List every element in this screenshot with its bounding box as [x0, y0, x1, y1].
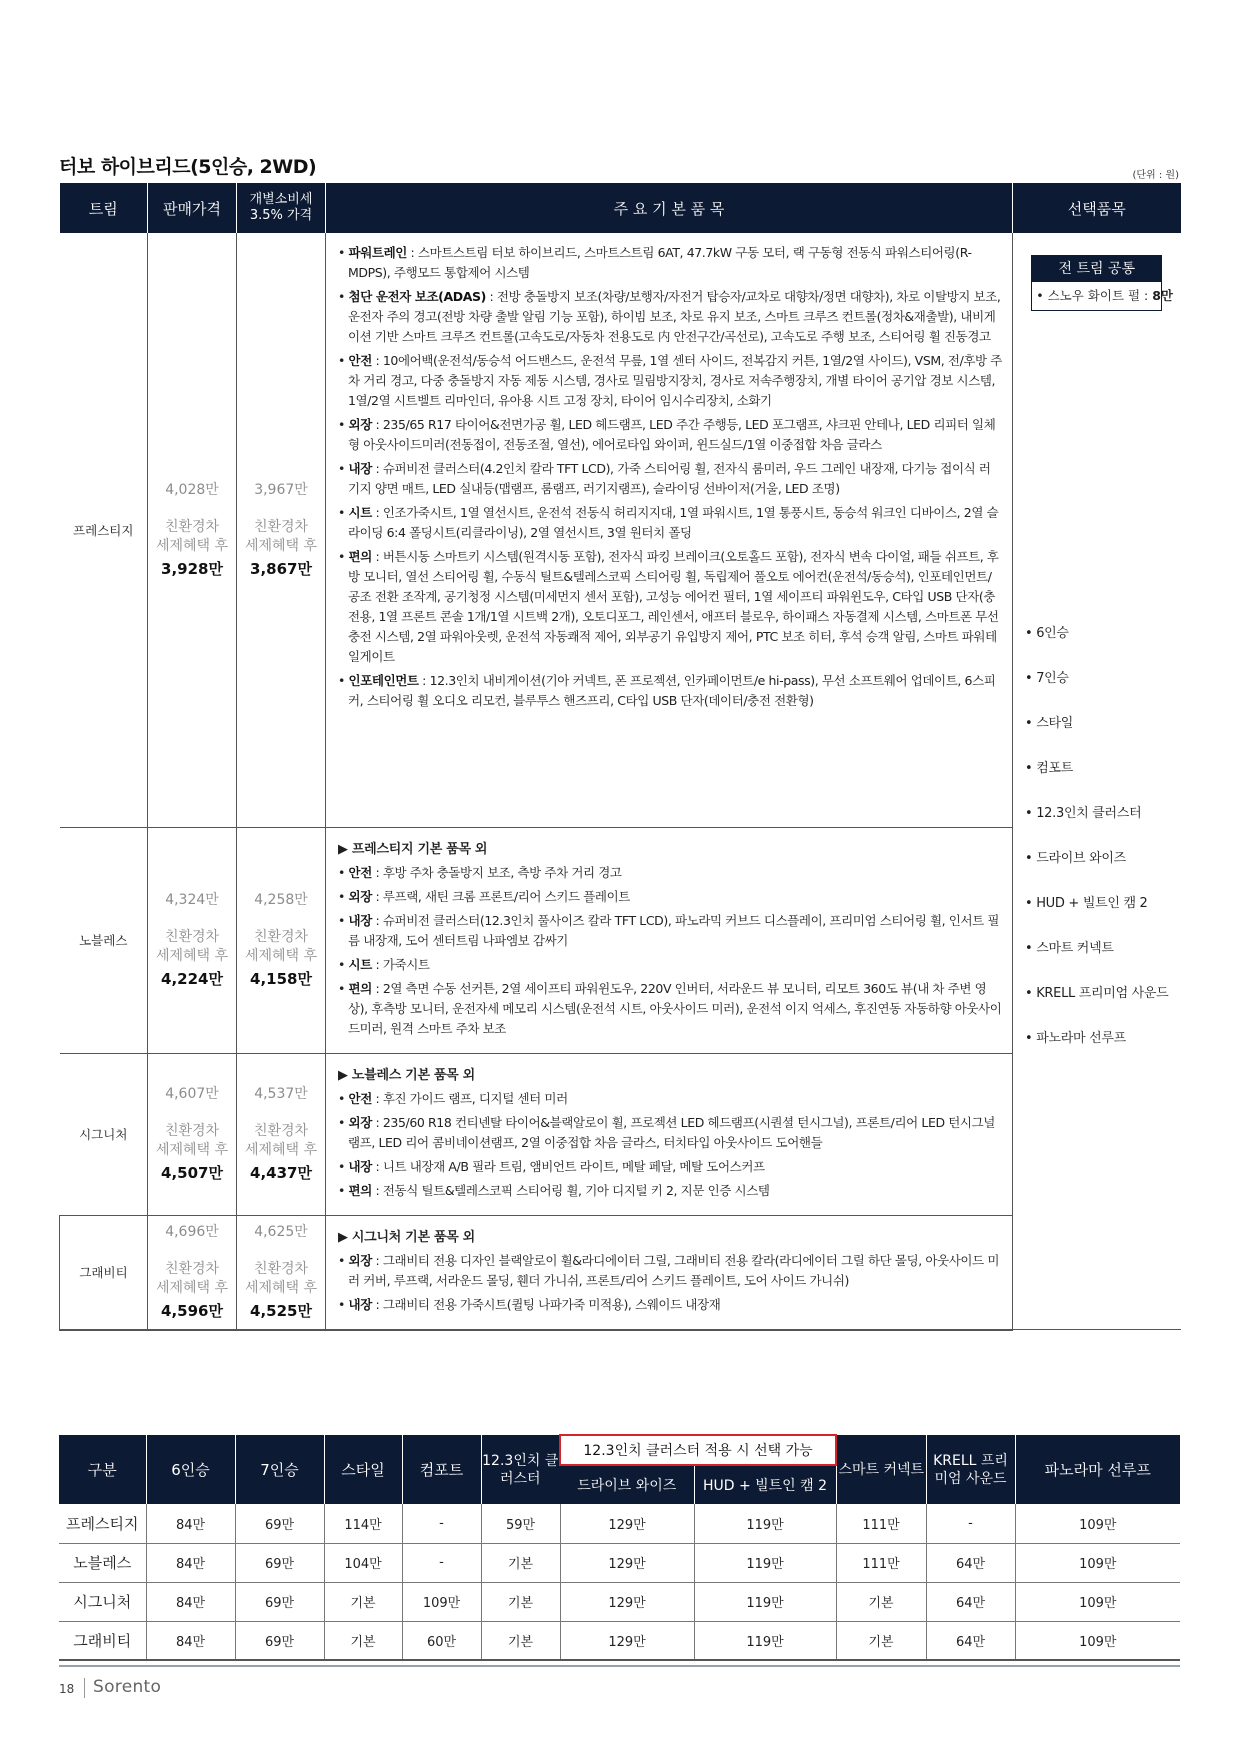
eco-label: 친환경차	[253, 929, 309, 945]
option-price-cell: 69만	[235, 1543, 324, 1582]
feature-label: 시트	[348, 956, 372, 972]
option-price-cell: 129만	[560, 1543, 694, 1582]
feature-label: 내장	[348, 461, 372, 476]
feature-text: : 가죽시트	[371, 956, 430, 972]
price-cell	[148, 1215, 237, 1330]
feature-text: : 후진 가이드 램프, 디지털 센터 미러	[371, 1090, 568, 1106]
option-price-cell: 129만	[560, 1621, 694, 1660]
eco-label: 세제혜택 후	[155, 1142, 229, 1158]
eco-label: 세제혜택 후	[244, 1142, 318, 1158]
feature-item: • 외장 : 235/60 R18 컨티넨탈 타이어&블랙알로이 휠, 프로젝션 LED 헤드램프(시퀀셜 턴시그널), 프론트/리어 LED 턴시그널램프, LED 리어 콤비네이션램프, 2열 이중접합 차음 글라스, 터치타입 아웃사이드 도어핸들	[338, 1114, 995, 1150]
original-price: 4,028만	[165, 481, 219, 498]
feature-text: : 235/65 R17 타이어&전면가공 휠, LED 헤드램프, LED 주간 주행등, LED 포그램프, 샤크핀 안테나, LED 리피터 일체형 아웃사이드미러(전동접이, 전동조절, 열선), 에어로타입 와이퍼, 윈드실드/1열 이중접합 차음 글라스	[348, 417, 996, 452]
final-price: 4,507만	[161, 1164, 223, 1182]
eco-label: 세제혜택 후	[155, 948, 229, 964]
trim-name: 노블레스	[60, 827, 148, 1053]
original-tax-price: 4,625만	[254, 1224, 308, 1240]
feature-text: : 루프랙, 새틴 크롬 프론트/리어 스키드 플레이트	[371, 888, 630, 904]
opt-header-style: 스타일	[324, 1435, 402, 1504]
feature-label: 외장	[348, 1252, 372, 1268]
common-item-price: 8만	[1152, 288, 1174, 303]
feature-item: • 첨단 운전자 보조(ADAS) : 전방 충돌방지 보조(차량/보행자/자전거 탑승자/교차로 대향차/정면 대향차), 차로 이탈방지 보조, 운전자 주의 경고(전방 차량 출발 알림 기능 포함), 하이빔 보조, 차로 유지 보조, 스마트 크루즈 컨트롤(정차&재출발), 내비게이션 기반 스마트 크루즈 컨트롤(고속도로/자동차 전용도로 内 안전구간/곡선로), 고속도로 주행 보조, 스티어링 휠 진동경고	[338, 289, 1001, 344]
price-cell	[148, 1053, 237, 1215]
feature-label: 인포테인먼트	[348, 673, 419, 688]
common-item-name: • 스노우 화이트 펄 :	[1036, 288, 1153, 303]
eco-label: 친환경차	[253, 1261, 309, 1277]
opt-header-drive-wise: 드라이브 와이즈	[560, 1465, 694, 1504]
feature-heading: ▶ 프레스티지 기본 품목 외	[338, 841, 488, 857]
option-price-row	[59, 1582, 1180, 1621]
opt-header-smart-connect: 스마트 커넥트	[836, 1435, 926, 1504]
trim-row	[60, 827, 1181, 1053]
eco-label: 세제혜택 후	[244, 537, 318, 554]
eco-label: 친환경차	[164, 929, 220, 945]
feature-item: • 안전 : 후방 주차 충돌방지 보조, 측방 주차 거리 경고	[338, 864, 622, 880]
option-price-cell: 109만	[1015, 1621, 1180, 1660]
unit-note: (단위 : 원)	[1132, 170, 1179, 181]
footer-rule	[59, 1665, 1180, 1667]
common-trim-item	[1032, 282, 1174, 310]
option-item: • 12.3인치 클러스터	[1025, 806, 1142, 821]
col-header-price: 판매가격	[148, 183, 237, 233]
col-header-options: 선택품목	[1013, 183, 1181, 233]
feature-text: : 슈퍼비전 클러스터(4.2인치 칼라 TFT LCD), 가죽 스티어링 휠, 전자식 룸미러, 우드 그레인 내장재, 다기능 접이식 러기지 양면 매트, LED 실내등(맵램프, 룸램프, 러기지램프), 슬라이딩 선바이저(거울, LED 조명)	[348, 461, 991, 496]
option-price-cell: 104만	[324, 1543, 402, 1582]
feature-text: : 후방 주차 충돌방지 보조, 측방 주차 거리 경고	[371, 864, 622, 880]
feature-heading: ▶ 노블레스 기본 품목 외	[338, 1067, 475, 1083]
price-cell	[148, 233, 237, 827]
option-price-cell: 84만	[146, 1543, 235, 1582]
option-price-cell: 69만	[235, 1504, 324, 1543]
option-price-cell: 64만	[926, 1582, 1015, 1621]
option-price-cell: -	[402, 1543, 481, 1582]
option-price-cell: 129만	[560, 1582, 694, 1621]
option-price-cell: 111만	[836, 1543, 926, 1582]
option-price-cell: 기본	[481, 1543, 560, 1582]
feature-item: • 외장 : 235/65 R17 타이어&전면가공 휠, LED 헤드램프, LED 주간 주행등, LED 포그램프, 샤크핀 안테나, LED 리피터 일체형 아웃사이드미러(전동접이, 전동조절, 열선), 에어로타입 와이퍼, 윈드실드/1열 이중접합 차음 글라스	[338, 417, 996, 452]
feature-item: • 편의 : 2열 측면 수동 선커튼, 2열 세이프티 파워윈도우, 220V 인버터, 서라운드 뷰 모니터, 리모트 360도 뷰(내 차 주변 영상), 후측방 모니터, 운전자세 메모리 시스템(운전석 시트, 아웃사이드 미러), 운전석 이지 억세스, 후진연동 자동하향 아웃사이드미러, 원격 스마트 주차 보조	[338, 980, 1002, 1036]
opt-header-krell: KRELL 프리미엄 사운드	[926, 1435, 1015, 1504]
feature-text: : 그래비티 전용 디자인 블랙알로이 휠&라디에이터 그릴, 그래비티 전용 칼라(라디에이터 그릴 하단 몰딩, 아웃사이드 미러 커버, 루프랙, 서라운드 몰딩, 휀더 가니쉬, 프론트/리어 스키드 플레이트, 도어 사이드 가니쉬)	[348, 1252, 1000, 1288]
opt-header-category: 구분	[59, 1435, 146, 1504]
opt-header-6seat: 6인승	[146, 1435, 235, 1504]
feature-label: 시트	[348, 505, 372, 520]
final-tax-price: 4,525만	[250, 1302, 312, 1320]
feature-label: 외장	[348, 417, 372, 432]
option-price-cell: 59만	[481, 1504, 560, 1543]
feature-label: 안전	[348, 1090, 372, 1106]
option-price-cell: 기본	[324, 1582, 402, 1621]
tax-price-cell	[237, 827, 326, 1053]
option-price-cell: 119만	[694, 1621, 836, 1660]
feature-text: : 버튼시동 스마트키 시스템(원격시동 포함), 전자식 파킹 브레이크(오토홀드 포함), 전자식 변속 다이얼, 패들 쉬프트, 후방 모니터, 열선 스티어링 휠, 수동식 틸트&텔레스코픽 스티어링 휠, 독립제어 풀오토 에어컨(운전석/동승석), 인포테인먼트/공조 전환 조작계, 공기청정 시스템(미세먼지 센서 포함), 고성능 에어컨 필터, 1열 세이프티 파워윈도우, C타입 USB 단자(충전용, 1열 프론트 콘솔 1개/1열 시트백 2개), 오토디포그, 레인센서, 애프터 블로우, 하이패스 자동결제 시스템, 스마트폰 무선충전 시스템, 2열 파워아웃렛, 운전석 자동쾌적 제어, 외부공기 유입방지 제어, PTC 보조 히터, 후석 승객 알림, 스마트 파워테일게이트	[348, 549, 999, 664]
trim-row	[60, 233, 1181, 827]
feature-label: 안전	[348, 864, 372, 880]
feature-list	[338, 1251, 1002, 1315]
feature-label: 내장	[348, 1296, 372, 1312]
final-price: 3,928만	[161, 559, 223, 578]
option-price-cell: 기본	[836, 1582, 926, 1621]
option-row-trim: 그래비티	[59, 1621, 146, 1660]
option-price-cell: 129만	[560, 1504, 694, 1543]
tax-price-cell	[237, 1053, 326, 1215]
option-item: • 컴포트	[1025, 761, 1073, 776]
feature-text: : 슈퍼비전 클러스터(12.3인치 풀사이즈 칼라 TFT LCD), 파노라믹 커브드 디스플레이, 프리미엄 스티어링 휠, 인서트 필름 내장재, 도어 센터트림 나파엠보 감싸기	[348, 912, 1000, 948]
opt-header-7seat: 7인승	[235, 1435, 324, 1504]
eco-label: 세제혜택 후	[244, 948, 318, 964]
option-price-cell: 64만	[926, 1621, 1015, 1660]
feature-text: : 인조가죽시트, 1열 열선시트, 운전석 전동식 허리지지대, 1열 파워시트, 1열 통풍시트, 동승석 워크인 디바이스, 2열 슬라이딩 6:4 폴딩시트(리클라이닝), 2열 열선시트, 3열 원터치 폴딩	[348, 505, 999, 540]
opt-header-hud: HUD + 빌트인 캠 2	[694, 1465, 836, 1504]
feature-label: 편의	[348, 549, 372, 564]
col-header-features: 주 요 기 본 품 목	[326, 183, 1013, 233]
option-price-cell: 60만	[402, 1621, 481, 1660]
trim-name: 프레스티지	[60, 233, 148, 827]
trim-name: 시그니처	[60, 1053, 148, 1215]
page-title: 터보 하이브리드(5인승, 2WD)	[59, 156, 317, 178]
opt-header-cluster: 12.3인치 클러스터	[481, 1435, 560, 1504]
feature-cell	[326, 1053, 1013, 1215]
spec-table	[59, 183, 1181, 1331]
feature-label: 내장	[348, 1158, 372, 1174]
option-price-cell: -	[402, 1504, 481, 1543]
feature-list	[338, 863, 1002, 1039]
original-tax-price: 3,967만	[254, 481, 308, 498]
feature-item: • 파워트레인 : 스마트스트림 터보 하이브리드, 스마트스트림 6AT, 47.7kW 구동 모터, 랙 구동형 전동식 파워스티어링(R-MDPS), 주행모드 통합제어 시스템	[338, 245, 972, 280]
trim-row	[60, 1215, 1181, 1330]
option-item: • HUD + 빌트인 캠 2	[1025, 896, 1148, 911]
option-cell	[1013, 233, 1181, 1330]
eco-label: 친환경차	[164, 1123, 220, 1139]
original-price: 4,607만	[165, 1086, 219, 1102]
option-price-cell: 기본	[481, 1621, 560, 1660]
common-trim-header: 전 트림 공통	[1032, 256, 1161, 282]
feature-item: • 내장 : 니트 내장재 A/B 필라 트림, 앰비언트 라이트, 메탈 페달, 메탈 도어스커프	[338, 1158, 765, 1174]
option-price-cell: 111만	[836, 1504, 926, 1543]
feature-label: 외장	[348, 888, 372, 904]
option-price-cell: 109만	[402, 1582, 481, 1621]
eco-label: 친환경차	[164, 1261, 220, 1277]
eco-label: 친환경차	[164, 518, 220, 535]
option-price-row	[59, 1504, 1180, 1543]
option-item: • 스타일	[1025, 716, 1073, 731]
feature-text: : 스마트스트림 터보 하이브리드, 스마트스트림 6AT, 47.7kW 구동 모터, 랙 구동형 전동식 파워스티어링(R-MDPS), 주행모드 통합제어 시스템	[348, 245, 972, 280]
option-price-cell: 119만	[694, 1504, 836, 1543]
footer-separator	[84, 1678, 85, 1698]
feature-label: 파워트레인	[348, 245, 407, 260]
option-price-cell: 69만	[235, 1582, 324, 1621]
feature-item: • 내장 : 슈퍼비전 클러스터(12.3인치 풀사이즈 칼라 TFT LCD), 파노라믹 커브드 디스플레이, 프리미엄 스티어링 휠, 인서트 필름 내장재, 도어 센터트림 나파엠보 감싸기	[338, 912, 1000, 948]
original-price: 4,324만	[165, 892, 219, 908]
final-price: 4,596만	[161, 1302, 223, 1320]
option-price-cell: 119만	[694, 1543, 836, 1582]
option-price-row	[59, 1543, 1180, 1582]
feature-item: • 편의 : 버튼시동 스마트키 시스템(원격시동 포함), 전자식 파킹 브레이크(오토홀드 포함), 전자식 변속 다이얼, 패들 쉬프트, 후방 모니터, 열선 스티어링 휠, 수동식 틸트&텔레스코픽 스티어링 휠, 독립제어 풀오토 에어컨(운전석/동승석), 인포테인먼트/공조 전환 조작계, 공기청정 시스템(미세먼지 센서 포함), 고성능 에어컨 필터, 1열 세이프티 파워윈도우, C타입 USB 단자(충전용, 1열 프론트 콘솔 1개/1열 시트백 2개), 오토디포그, 레인센서, 애프터 블로우, 하이패스 자동결제 시스템, 스마트폰 무선충전 시스템, 2열 파워아웃렛, 운전석 자동쾌적 제어, 외부공기 유입방지 제어, PTC 보조 히터, 후석 승객 알림, 스마트 파워테일게이트	[338, 549, 999, 664]
eco-label: 친환경차	[253, 518, 309, 535]
option-price-table	[59, 1434, 1180, 1661]
feature-heading: ▶ 시그니처 기본 품목 외	[338, 1229, 475, 1245]
feature-item: • 시트 : 가죽시트	[338, 956, 430, 972]
final-tax-price: 3,867만	[250, 559, 312, 578]
feature-item: • 시트 : 인조가죽시트, 1열 열선시트, 운전석 전동식 허리지지대, 1열 파워시트, 1열 통풍시트, 동승석 워크인 디바이스, 2열 슬라이딩 6:4 폴딩시트(리클라이닝), 2열 열선시트, 3열 원터치 폴딩	[338, 505, 999, 540]
final-tax-price: 4,158만	[250, 970, 312, 988]
feature-cell	[326, 233, 1013, 827]
option-price-cell: 84만	[146, 1504, 235, 1543]
trim-row	[60, 1053, 1181, 1215]
option-price-cell: -	[926, 1504, 1015, 1543]
feature-label: 편의	[348, 1182, 372, 1198]
option-row-trim: 프레스티지	[59, 1504, 146, 1543]
original-tax-price: 4,537만	[254, 1086, 308, 1102]
opt-header-sunroof: 파노라마 선루프	[1015, 1435, 1180, 1504]
option-item: • 파노라마 선루프	[1025, 1031, 1126, 1046]
feature-item: • 외장 : 그래비티 전용 디자인 블랙알로이 휠&라디에이터 그릴, 그래비티 전용 칼라(라디에이터 그릴 하단 몰딩, 아웃사이드 미러 커버, 루프랙, 서라운드 몰딩, 휀더 가니쉬, 프론트/리어 스키드 플레이트, 도어 사이드 가니쉬)	[338, 1252, 1000, 1288]
common-trim-box	[1031, 255, 1174, 311]
eco-label: 세제혜택 후	[155, 537, 229, 554]
option-price-cell: 109만	[1015, 1582, 1180, 1621]
feature-item: • 내장 : 그래비티 전용 가죽시트(퀼팅 나파가죽 미적용), 스웨이드 내장재	[338, 1296, 721, 1312]
final-tax-price: 4,437만	[250, 1164, 312, 1182]
price-cell	[148, 827, 237, 1053]
option-list	[1023, 622, 1171, 1072]
feature-label: 내장	[348, 912, 372, 928]
tax-price-cell	[237, 233, 326, 827]
option-price-cell: 84만	[146, 1582, 235, 1621]
option-row-trim: 시그니처	[59, 1582, 146, 1621]
option-item: • 스마트 커넥트	[1025, 941, 1114, 956]
brand-name: Sorento	[93, 1677, 162, 1697]
option-price-cell: 기본	[481, 1582, 560, 1621]
eco-label: 친환경차	[253, 1123, 309, 1139]
feature-list	[338, 1089, 1002, 1201]
feature-text: : 235/60 R18 컨티넨탈 타이어&블랙알로이 휠, 프로젝션 LED 헤드램프(시퀀셜 턴시그널), 프론트/리어 LED 턴시그널램프, LED 리어 콤비네이션램프, 2열 이중접합 차음 글라스, 터치타입 아웃사이드 도어핸들	[348, 1114, 995, 1150]
feature-item: • 안전 : 후진 가이드 램프, 디지털 센터 미러	[338, 1090, 568, 1106]
feature-item: • 내장 : 슈퍼비전 클러스터(4.2인치 칼라 TFT LCD), 가죽 스티어링 휠, 전자식 룸미러, 우드 그레인 내장재, 다기능 접이식 러기지 양면 매트, LED 실내등(맵램프, 룸램프, 러기지램프), 슬라이딩 선바이저(거울, LED 조명)	[338, 461, 991, 496]
feature-cell	[326, 1215, 1013, 1330]
option-item: • 드라이브 와이즈	[1025, 851, 1126, 866]
option-price-cell: 64만	[926, 1543, 1015, 1582]
option-price-cell: 114만	[324, 1504, 402, 1543]
option-price-cell: 69만	[235, 1621, 324, 1660]
page-number: 18	[59, 1682, 75, 1696]
option-price-cell: 기본	[324, 1621, 402, 1660]
eco-label: 세제혜택 후	[155, 1280, 229, 1296]
feature-label: 외장	[348, 1114, 372, 1130]
option-price-row	[59, 1621, 1180, 1660]
feature-item: • 편의 : 전동식 틸트&텔레스코픽 스티어링 휠, 기아 디지털 키 2, 지문 인증 시스템	[338, 1182, 770, 1198]
col-header-trim: 트림	[60, 183, 148, 233]
feature-text: : 12.3인치 내비게이션(기아 커넥트, 폰 프로젝션, 인카페이먼트/e hi-pass), 무선 소프트웨어 업데이트, 6스피커, 스티어링 휠 오디오 리모컨, 블루투스 핸즈프리, C타입 USB 단자(데이터/충전 전환형)	[348, 673, 996, 708]
option-price-cell: 119만	[694, 1582, 836, 1621]
feature-item: • 외장 : 루프랙, 새틴 크롬 프론트/리어 스키드 플레이트	[338, 888, 630, 904]
col-header-tax-price: 개별소비세 3.5% 가격	[237, 183, 326, 233]
final-price: 4,224만	[161, 970, 223, 988]
original-tax-price: 4,258만	[254, 892, 308, 908]
feature-cell	[326, 827, 1013, 1053]
eco-label: 세제혜택 후	[244, 1280, 318, 1296]
feature-label: 첨단 운전자 보조(ADAS)	[348, 289, 486, 304]
feature-text: : 10에어백(운전석/동승석 어드밴스드, 운전석 무릎, 1열 센터 사이드, 전복감지 커튼, 1열/2열 사이드), VSM, 전/후방 주차 거리 경고, 다중 충돌방지 자동 제동 시스템, 경사로 밀림방지장치, 경사로 저속주행장치, 개별 타이어 공기압 경보 시스템, 1열/2열 시트벨트 리마인더, 유아용 시트 고정 장치, 타이어 임시수리장치, 소화기	[348, 353, 1002, 408]
option-item: • 7인승	[1025, 671, 1069, 686]
opt-header-cluster-group: 12.3인치 클러스터 적용 시 선택 가능	[560, 1435, 836, 1465]
feature-text: : 전동식 틸트&텔레스코픽 스티어링 휠, 기아 디지털 키 2, 지문 인증 시스템	[371, 1182, 770, 1198]
option-price-cell: 109만	[1015, 1543, 1180, 1582]
tax-price-cell	[237, 1215, 326, 1330]
option-row-trim: 노블레스	[59, 1543, 146, 1582]
trim-name: 그래비티	[60, 1215, 148, 1330]
feature-text: : 2열 측면 수동 선커튼, 2열 세이프티 파워윈도우, 220V 인버터, 서라운드 뷰 모니터, 리모트 360도 뷰(내 차 주변 영상), 후측방 모니터, 운전자세 메모리 시스템(운전석 시트, 아웃사이드 미러), 운전석 이지 억세스, 후진연동 자동하향 아웃사이드미러, 원격 스마트 주차 보조	[348, 980, 1002, 1036]
feature-label: 안전	[348, 353, 372, 368]
feature-list	[338, 243, 1002, 711]
option-item: • 6인승	[1025, 626, 1069, 641]
feature-item: • 인포테인먼트 : 12.3인치 내비게이션(기아 커넥트, 폰 프로젝션, 인카페이먼트/e hi-pass), 무선 소프트웨어 업데이트, 6스피커, 스티어링 휠 오디오 리모컨, 블루투스 핸즈프리, C타입 USB 단자(데이터/충전 전환형)	[338, 673, 996, 708]
feature-item: • 안전 : 10에어백(운전석/동승석 어드밴스드, 운전석 무릎, 1열 센터 사이드, 전복감지 커튼, 1열/2열 사이드), VSM, 전/후방 주차 거리 경고, 다중 충돌방지 자동 제동 시스템, 경사로 밀림방지장치, 경사로 저속주행장치, 개별 타이어 공기압 경보 시스템, 1열/2열 시트벨트 리마인더, 유아용 시트 고정 장치, 타이어 임시수리장치, 소화기	[338, 353, 1002, 408]
original-price: 4,696만	[165, 1224, 219, 1240]
option-price-cell: 기본	[836, 1621, 926, 1660]
option-item: • KRELL 프리미엄 사운드	[1025, 986, 1169, 1001]
feature-text: : 전방 충돌방지 보조(차량/보행자/자전거 탑승자/교차로 대향차/정면 대향차), 차로 이탈방지 보조, 운전자 주의 경고(전방 차량 출발 알림 기능 포함), 하이빔 보조, 차로 유지 보조, 스마트 크루즈 컨트롤(정차&재출발), 내비게이션 기반 스마트 크루즈 컨트롤(고속도로/자동차 전용도로 内 안전구간/곡선로), 고속도로 주행 보조, 스티어링 휠 진동경고	[348, 289, 1001, 344]
feature-label: 편의	[348, 980, 372, 996]
opt-header-comfort: 컴포트	[402, 1435, 481, 1504]
option-price-cell: 109만	[1015, 1504, 1180, 1543]
feature-text: : 그래비티 전용 가죽시트(퀼팅 나파가죽 미적용), 스웨이드 내장재	[371, 1296, 721, 1312]
option-price-cell: 84만	[146, 1621, 235, 1660]
feature-text: : 니트 내장재 A/B 필라 트림, 앰비언트 라이트, 메탈 페달, 메탈 도어스커프	[371, 1158, 765, 1174]
